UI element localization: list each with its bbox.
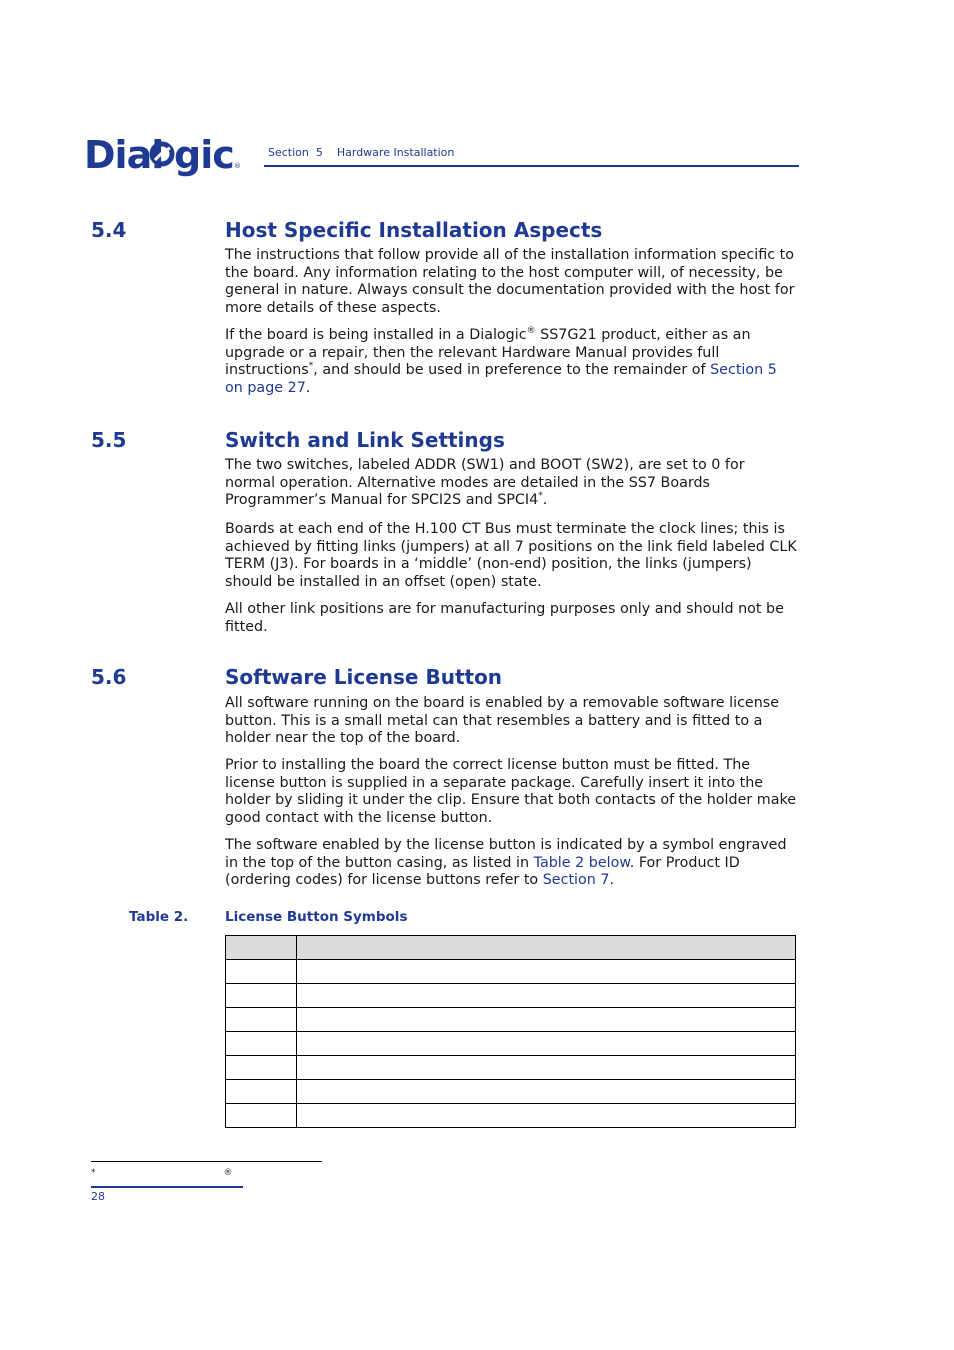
table-row xyxy=(226,960,796,984)
table-header-row xyxy=(226,936,796,960)
table-label: Table 2. xyxy=(129,909,189,925)
table-cell xyxy=(226,1080,297,1104)
section-5-5-number: 5.5 xyxy=(91,428,127,452)
footer-rule xyxy=(91,1186,243,1188)
dialogic-logo-graphic xyxy=(84,132,244,182)
section-5-6-para-2: Prior to installing the board the correct license button must be fitted. The license button is supplied in a separate package. Carefully insert it into the holder by sliding it under the clip. Ensure that both contacts of the holder make good contact with the license button. xyxy=(225,757,797,826)
dialogic-logo xyxy=(84,132,244,182)
table-cell xyxy=(297,960,796,984)
footnote xyxy=(91,1168,233,1178)
table-row xyxy=(226,1008,796,1032)
table-cell xyxy=(297,1032,796,1056)
section-5-6-para-3: The software enabled by the license button is indicated by a symbol engraved in the top of the button casing, as listed in Table 2 below. For Product ID (ordering codes) for license buttons refer to Section 7. xyxy=(225,837,787,889)
section-5-4-para-2: If the board is being installed in a Dialogic® SS7G21 product, either as an upgrade or a repair, then the relevant Hardware Manual provides full instructions*, and should be used in preference to the remainder of Section 5 on page 27. xyxy=(225,326,777,396)
table-cell xyxy=(226,960,297,984)
section-5-4-para-1: The instructions that follow provide all of the installation information specific to the board. Any information relating to the host computer will, of necessity, be general in nature. Always consult the documentation provided with the host for more details of these aspects. xyxy=(225,247,795,316)
section-5-6-number: 5.6 xyxy=(91,665,127,689)
table-cell xyxy=(297,1080,796,1104)
section-5-6-para-1: All software running on the board is enabled by a removable software license button. This is a small metal can that resembles a battery and is fitted to a holder near the top of the board. xyxy=(225,695,780,747)
table-header-cell xyxy=(297,936,796,960)
link-section-7[interactable]: Section 7 xyxy=(542,872,610,889)
table-cell xyxy=(226,1104,297,1128)
table-row xyxy=(226,1080,796,1104)
header-rule xyxy=(264,165,799,167)
section-5-5-title: Switch and Link Settings xyxy=(225,428,505,452)
section-5-4-number: 5.4 xyxy=(91,218,127,242)
table-header-cell xyxy=(226,936,297,960)
table-row xyxy=(226,1104,796,1128)
table-cell xyxy=(226,1008,297,1032)
table-row xyxy=(226,1056,796,1080)
table-cell xyxy=(297,1104,796,1128)
table-cell xyxy=(297,1056,796,1080)
header-section-ref: Section 5 Hardware Installation xyxy=(268,146,455,159)
table-cell xyxy=(226,984,297,1008)
table-cell xyxy=(226,1032,297,1056)
footnote-rule xyxy=(91,1161,322,1162)
footnote-marker: * xyxy=(91,1168,96,1178)
link-table-2-below[interactable]: Table 2 below xyxy=(533,854,630,871)
link-section-5-page-27[interactable]: Section 5 on page 27 xyxy=(225,362,777,396)
section-5-5-para-1: The two switches, labeled ADDR (SW1) and BOOT (SW2), are set to 0 for normal operation. Alternative modes are detailed in the SS7 Boards Programmer’s Manual for SPCI2S and SPCI4*. xyxy=(225,457,745,509)
section-5-6-title: Software License Button xyxy=(225,665,503,689)
svg-text:®: ® xyxy=(234,162,241,170)
svg-text:Dial: Dial xyxy=(84,133,164,177)
table-title: License Button Symbols xyxy=(225,909,408,925)
footnote-reg: ® xyxy=(223,1168,233,1178)
section-5-4-title: Host Specific Installation Aspects xyxy=(225,218,603,242)
table-row xyxy=(226,1032,796,1056)
table-cell xyxy=(226,1056,297,1080)
table-cell xyxy=(297,1008,796,1032)
section-5-5-para-3: All other link positions are for manufacturing purposes only and should not be fitted. xyxy=(225,601,784,635)
license-button-symbols-table xyxy=(225,935,796,1128)
section-5-5-para-2: Boards at each end of the H.100 CT Bus must terminate the clock lines; this is achieved by fitting links (jumpers) at all 7 positions on the link field labeled CLK TERM (J3). For boards in a ‘middle’ (non-end) position, the links (jumpers) should be installed in an offset (open) state. xyxy=(225,521,797,590)
svg-text:gic: gic xyxy=(174,133,234,177)
table-row xyxy=(226,984,796,1008)
page-number: 28 xyxy=(91,1190,105,1203)
table-cell xyxy=(297,984,796,1008)
